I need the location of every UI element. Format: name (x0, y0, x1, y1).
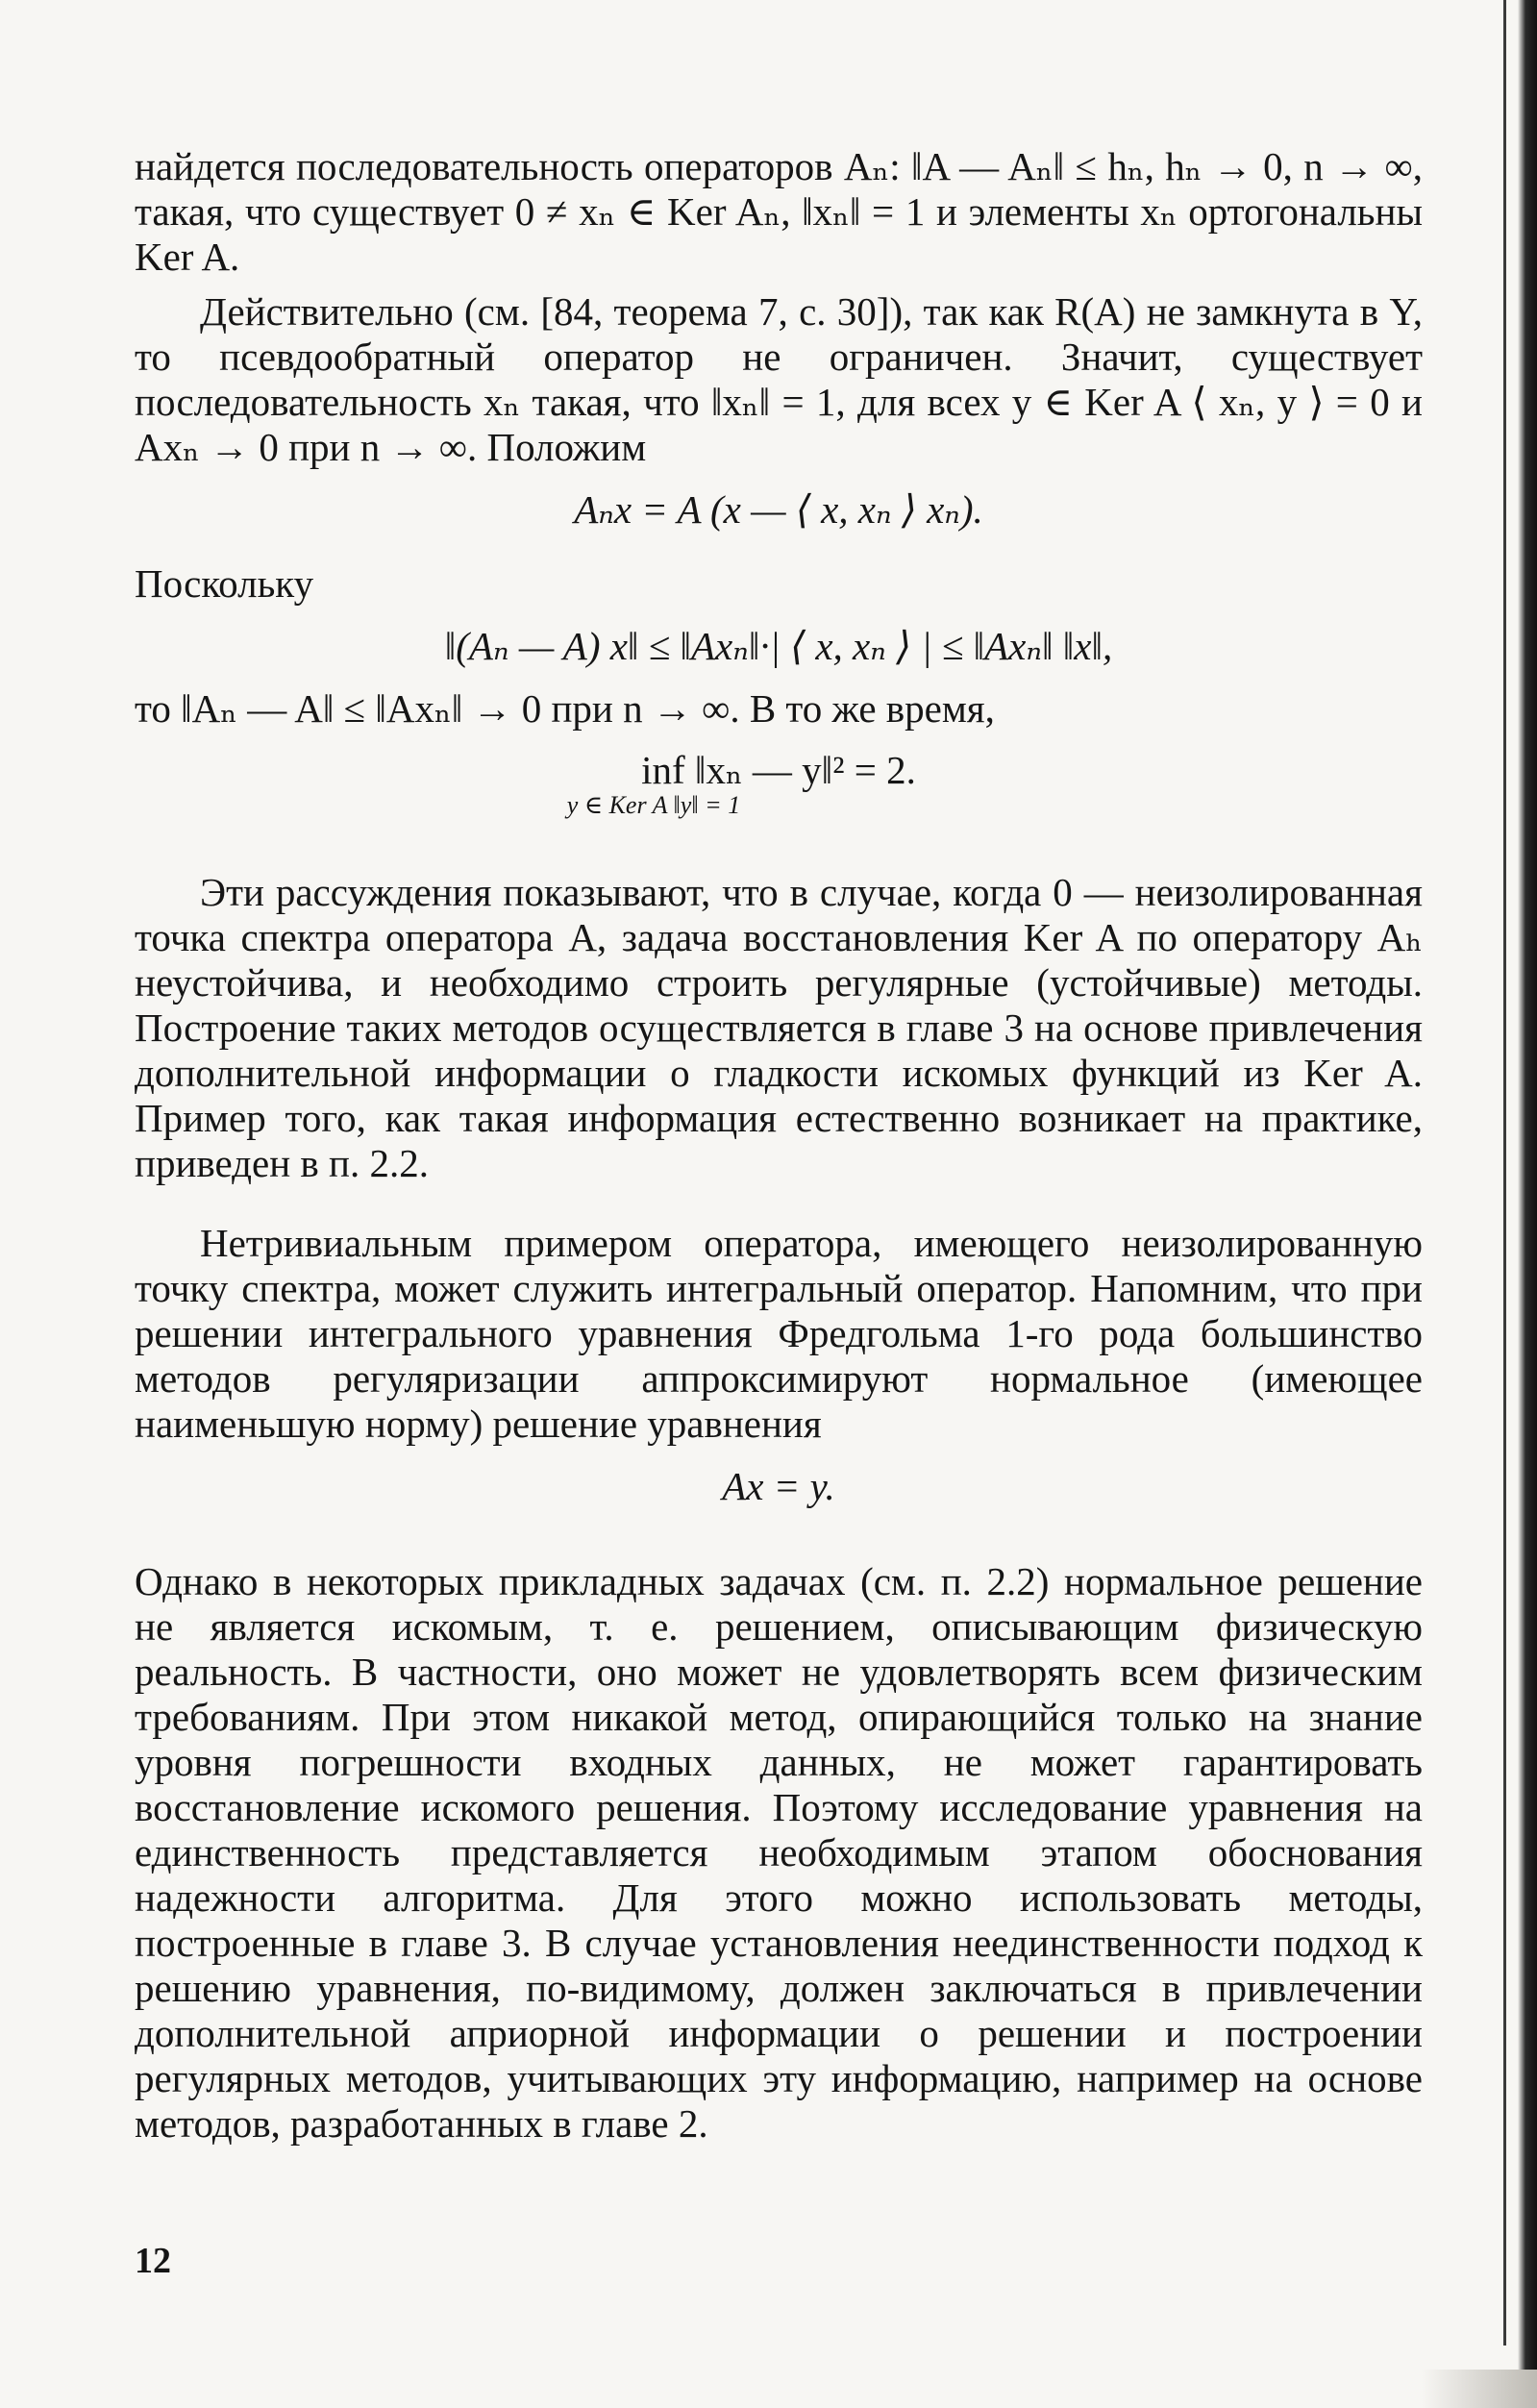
page-body (135, 144, 1423, 2147)
page-edge-line (1503, 0, 1506, 2346)
formula-equation: Ax = y. (722, 1464, 835, 1508)
formula-norm-estimate: ‖(Aₙ — A) x‖ ≤ ‖Axₙ‖·| ⟨ x, xₙ ⟩ | ≤ ‖Axₙ‖ ‖x‖, (444, 624, 1113, 668)
paragraph-intro: найдется последовательность операторов Aₙ: ‖A — Aₙ‖ ≤ hₙ, hₙ → 0, n → ∞, такая, что существует 0 ≠ xₙ ∈ Ker Aₙ, ‖xₙ‖ = 1 и элементы xₙ ортогональны Ker A. (135, 144, 1423, 279)
paragraph-nontrivial-example: Нетривиальным примером оператора, имеющего неизолированную точку спектра, может служить интегральный оператор. Напомним, что при решении интегрального уравнения Фредгольма 1-го рода большинство методов регуляризации аппроксимируют нормальное (имеющее наименьшую норму) решение уравнения (135, 1221, 1423, 1446)
paragraph-reasoning: Эти рассуждения показывают, что в случае, когда 0 — неизолированная точка спектра оператора A, задача восстановления Ker A по оператору Aₕ неустойчива, и необходимо строить регулярные (устойчивые) методы. Построение таких методов осуществляется в главе 3 на основе привлечения дополнительной информации о гладкости искомых функций из Ker A. Пример того, как такая информация естественно возникает на практике, приведен в п. 2.2. (135, 870, 1423, 1185)
paragraph-proof: Действительно (см. [84, теорема 7, с. 30]), так как R(A) не замкнута в Y, то псевдообратный оператор не ограничен. Значит, существует последовательность xₙ такая, что ‖xₙ‖ = 1, для всех y ∈ Ker A ⟨ xₙ, y ⟩ = 0 и Axₙ → 0 при n → ∞. Положим (135, 289, 1423, 469)
page-edge-shadow (1518, 0, 1537, 2408)
formula-infimum-subscript: y ∈ Ker A ‖y‖ = 1 (566, 791, 741, 819)
formula-operator-definition: Aₙx = A (x — ⟨ x, xₙ ⟩ xₙ). (574, 487, 983, 532)
page-number: 12 (135, 2241, 171, 2281)
formula-infimum-main: inf ‖xₙ — y‖² = 2. (641, 748, 916, 792)
paragraph-however: Однако в некоторых прикладных задачах (см. п. 2.2) нормальное решение не является искомым, т. е. решением, описывающим физическую реальность. В частности, оно может не удовлетворять всем физическим требованиям. При этом никакой метод, опирающийся только на знание уровня погрешности входных данных, не может гарантировать восстановление искомого решения. Поэтому исследование уравнения на единственность представляется необходимым этапом обоснования надежности алгоритма. Для этого можно использовать методы, построенные в главе 3. В случае установления неединственности подход к решению уравнения, по-видимому, должен заключаться в привлечении дополнительной априорной информации о решении и построении регулярных методов, учитывающих эту информацию, например на основе методов, разработанных в главе 2. (135, 1559, 1423, 2146)
page-corner-shade (1422, 2370, 1537, 2408)
word-since: Поскольку (135, 561, 314, 606)
formula-infimum (135, 749, 1423, 820)
line-then: то ‖Aₙ — A‖ ≤ ‖Axₙ‖ → 0 при n → ∞. В то же время, (135, 686, 995, 731)
